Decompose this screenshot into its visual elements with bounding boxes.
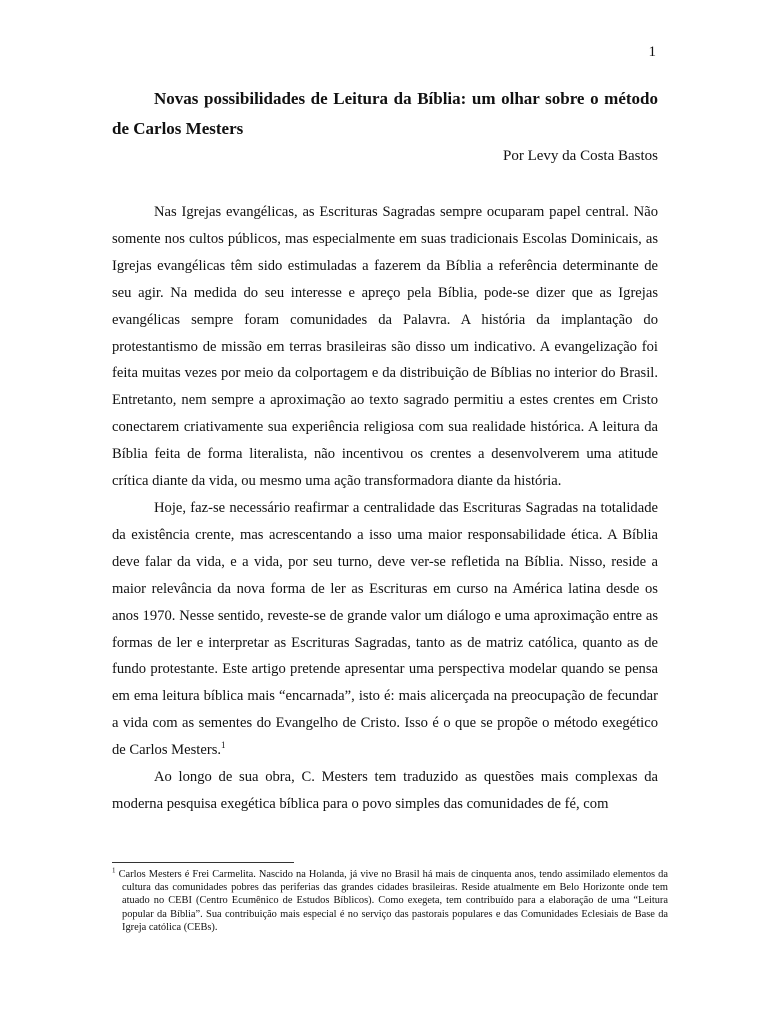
paragraph-1: Nas Igrejas evangélicas, as Escrituras Sagradas sempre ocuparam papel central. Não somente nos cultos públicos, mas especialmente em suas tradicionais Escolas Dominicais, as Igrejas evangélicas têm sido estimuladas a fazerem da Bíblia a referência determinante de seu agir. Na medida do seu interesse e apreço pela Bíblia, pode-se dizer que as Igrejas evangélicas sempre foram comunidades da Palavra. A história da implantação do protestantismo de missão em terras brasileiras são disso um indicativo. A evangelização foi feita muitas vezes por meio da colportagem e da distribuição de Bíblias no interior do Brasil. Entretanto, nem sempre a aproximação ao texto sagrado permitiu a estes crentes em Cristo conectarem criativamente sua experiência religiosa com sua realidade histórica. A leitura da Bíblia feita de forma literalista, não incentivou os crentes a desenvolverem uma atitude crítica diante da vida, ou mesmo uma ação transformadora diante da história. — [112, 204, 658, 490]
document-title: Novas possibilidades de Leitura da Bíblia: um olhar sobre o método de Carlos Mesters — [112, 89, 658, 138]
document-body — [112, 199, 658, 818]
footnote-separator — [112, 862, 294, 863]
paragraph-3: Ao longo de sua obra, C. Mesters tem traduzido as questões mais complexas da moderna pesquisa exegética bíblica para o povo simples das comunidades de fé, com — [112, 769, 658, 812]
paragraph-2 — [112, 495, 658, 764]
paragraph-2-text: Hoje, faz-se necessário reafirmar a centralidade das Escrituras Sagradas na totalidade da existência crente, mas acrescentando a isso uma maior responsabilidade ética. A Bíblia deve falar da vida, e a vida, por seu turno, deve ver-se refletida na Bíblia. Nisso, reside a maior relevância da nova forma de ler as Escrituras em curso na América latina desde os anos 1970. Nesse sentido, reveste-se de grande valor um diálogo e uma aproximação entre as formas de ler e interpretar as Escrituras Sagradas, tanto as de matriz católica, quanto as de fundo protestante. Este artigo pretende apresentar uma perspectiva modelar quando se pensa em ema leitura bíblica mais “encarnada”, isto é: mais alicerçada na preocupação de fecundar a vida com as sementes do Evangelho de Cristo. Isso é o que se propõe o método exegético de Carlos Mesters. — [112, 499, 658, 759]
footnote-reference[interactable]: 1 — [221, 740, 226, 751]
author-byline: Por Levy da Costa Bastos — [503, 148, 658, 164]
footnote-marker: 1 — [112, 866, 116, 875]
footnote-text: Carlos Mesters é Frei Carmelita. Nascido na Holanda, já vive no Brasil há mais de cinquenta anos, tendo assimilado elementos da cultura das comunidades pobres das periferias das grandes cidades brasileiras. Reside atualmente em Belo Horizonte onde tem atuado no CEBI (Centro Ecumênico de Estudos Bíblicos). Como exegeta, tem contribuído para a elaboração de uma “Leitura popular da Bíblia”. Sua contribuição mais especial é no serviço das pastorais populares e das Comunidades Eclesiais de Base da Igreja católica (CEBs). — [118, 869, 668, 933]
footnote-1 — [112, 868, 668, 934]
page-number: 1 — [648, 44, 656, 60]
